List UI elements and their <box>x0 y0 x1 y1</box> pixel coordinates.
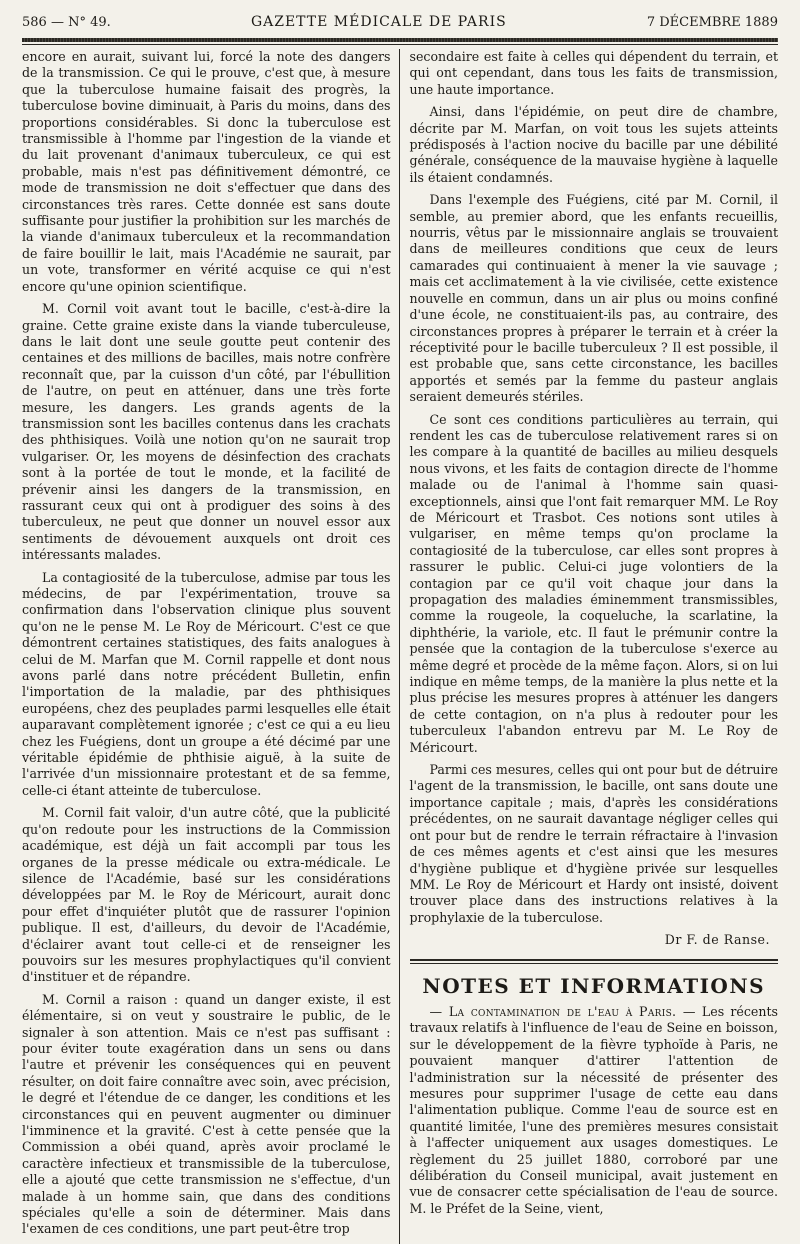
right-paragraph-1: secondaire est faite à celles qui dépendent du terrain, et qui ont cependant, dans tous les faits de transmission, une haute importance. <box>409 49 779 97</box>
news-text: Les récents travaux relatifs à l'influence de l'eau de Seine en boisson, sur le développement de la fièvre typhoïde à Paris, ne pouvaient manquer d'attirer l'attention de l'administration sur la nécessité de présenter des mesures pour supprimer l'usage de cette eau dans l'alimentation publique. Comme l'eau de source est en quantité limitée, l'une des premières mesures consistait à l'affecter uniquement aux usages domestiques. Le règlement du 25 juillet 1880, corroboré par une délibération du Conseil municipal, avait justement en vue de consacrer cette spécialisation de l'eau de source. M. le Préfet de la Seine, vient, <box>409 1003 779 1216</box>
news-runin-title: — La contamination de l'eau à Paris. — <box>429 1003 696 1019</box>
section-rule-thin <box>410 963 779 964</box>
issue-date: 7 DÉCEMBRE 1889 <box>646 15 778 30</box>
left-column <box>22 49 399 1244</box>
right-paragraph-3: Dans l'exemple des Fuégiens, cité par M. Cornil, il semble, au premier abord, que les enfants recueillis, nourris, vêtus par le missionnaire anglais se trouvaient dans de meilleures conditions que ceux de leurs camarades qui continuaient à mener la vie sauvage ; mais cet acclimatement à la vie civilisée, cette existence nouvelle en commun, dans un air plus ou moins confiné d'une école, ne constituaient-ils pas, au contraire, des circonstances propres à préparer le terrain et à créer la réceptivité pour le bacille tuberculeux ? Il est possible, il est probable que, sans cette circonstance, les bacilles apportés et semés par la femme du pasteur anglais seraient demeurés stériles. <box>409 192 779 405</box>
left-paragraph-1: encore en aurait, suivant lui, forcé la note des dangers de la transmission. Ce qui le prouve, c'est que, à mesure que la tuberculose humaine faisait des progrès, la tuberculose bovine diminuait, à Paris du moins, dans des proportions considérables. Si donc la tuberculose est transmissible à l'homme par l'ingestion de la viande et du lait provenant d'animaux tuberculeux, ce qui est probable, mais n'est pas définitivement démontré, ce mode de transmission ne doit s'effectuer que dans des circonstances très rares. Cette donnée est sans doute suffisante pour justifier la prohibition sur les marchés de la viande d'animaux tuberculeux et la recommandation de faire bouillir le lait, mais l'Académie ne saurait, par un vote, transformer en vérité acquise ce qui n'est encore qu'une opinion scientifique. <box>22 49 391 294</box>
section-title: NOTES ET INFORMATIONS <box>422 973 766 998</box>
journal-title: GAZETTE MÉDICALE DE PARIS <box>250 14 507 30</box>
left-paragraph-3: La contagiosité de la tuberculose, admise par tous les médecins, de par l'expérimentation, trouve sa confirmation dans l'observation clinique plus souvent qu'on ne le pense M. Le Roy de Méricourt. C'est ce que démontrent certaines statistiques, des faits analogues à celui de M. Marfan que M. Cornil rappelle et dont nous avons parlé dans notre précédent Bulletin, enfin l'importation de la maladie, par des phthisiques européens, chez des peuplades parmi lesquelles elle était auparavant complètement ignorée ; c'est ce qui a eu lieu chez les Fuégiens, dont un groupe a été décimé par une véritable épidémie de phthisie aiguë, à la suite de l'arrivée d'un missionnaire protestant et de sa femme, celle-ci étant atteinte de tuberculose. <box>22 569 391 798</box>
page-header <box>22 14 778 36</box>
article-columns <box>22 49 778 1244</box>
left-paragraph-2: M. Cornil voit avant tout le bacille, c'est-à-dire la graine. Cette graine existe dans la viande tuberculeuse, dans le lait dont une seule goutte peut contenir des centaines et des millions de bacilles, mais notre confrère reconnaît que, par la cuisson d'un côté, par l'ébullition de l'autre, on peut en atténuer, dans une très forte mesure, les dangers. Les grands agents de la transmission sont les bacilles contenus dans les crachats des phthisiques. Voilà une notion qu'on ne saurait trop vulgariser. Or, les moyens de désinfection des crachats sont à la portée de tout le monde, et la facilité de prévenir ainsi les dangers de la transmission, en rassurant ceux qui ont à prodiguer des soins à des tuberculeux, ne peut que donner un nouvel essor aux sentiments de dévouement auxquels ont droit ces intéressants malades. <box>22 301 391 563</box>
right-column <box>400 49 779 1244</box>
left-paragraph-4: M. Cornil fait valoir, d'un autre côté, que la publicité qu'on redoute pour les instructions de la Commission académique, est déjà un fait accompli par tous les organes de la presse médicale ou extra-médicale. Le silence de l'Académie, basé sur les considérations développées par M. le Roy de Méricourt, aurait donc pour effet d'inquiéter plutôt que de rassurer l'opinion publique. Il est, d'ailleurs, du devoir de l'Académie, d'éclairer avant tout celle-ci et de renseigner les pouvoirs sur les mesures prophylactiques qu'il convient d'instituer et de répandre. <box>22 805 391 985</box>
section-rule-thick <box>410 959 779 961</box>
page-number: 586 — N° 49. <box>22 15 111 30</box>
left-paragraph-5: M. Cornil a raison : quand un danger existe, il est élémentaire, si on veut y soustraire le public, de le signaler à son attention. Mais ce n'est pas suffisant : pour éviter toute exagération dans un sens ou dans l'autre et prévenir les conséquences qui en peuvent résulter, on doit faire connaître avec soin, avec précision, le degré et l'étendue de ce danger, les conditions et les circonstances qui en peuvent augmenter ou diminuer l'imminence et la gravité. C'est à cette pensée que la Commission a obéi quand, après avoir proclamé le caractère infectieux et transmissible de la tuberculose, elle a ajouté que cette transmission ne s'effectue, d'un malade à un homme sain, que dans des conditions spéciales qu'elle a soin de déterminer. Mais dans l'examen de ces conditions, une part peut-être trop <box>22 991 391 1237</box>
news-item <box>410 1004 779 1217</box>
right-paragraph-5: Parmi ces mesures, celles qui ont pour but de détruire l'agent de la transmission, le bacille, ont sans doute une importance capitale ; mais, d'après les considérations précédentes, on ne saurait davantage négliger celles qui ont pour but de rendre le terrain réfractaire à l'invasion de ces mêmes agents et c'est ainsi que les mesures d'hygiène publique et d'hygiène privée sur lesquelles MM. Le Roy de Méricourt et Hardy ont insisté, doivent trouver place dans des instructions relatives à la prophylaxie de la tuberculose. <box>409 762 779 925</box>
author-signature: Dr F. de Ranse. <box>664 932 771 948</box>
right-paragraph-4: Ce sont ces conditions particulières au terrain, qui rendent les cas de tuberculose relativement rares si on les compare à la quantité de bacilles au milieu desquels nous vivons, et les faits de contagion directe de l'homme malade ou de l'animal à l'homme sain quasi-exceptionnels, ainsi que l'ont fait remarquer MM. Le Roy de Méricourt et Trasbot. Ces notions sont utiles à vulgariser, en même temps qu'on proclame la contagiosité de la tuberculose, car elles sont propres à rassurer le public. Celui-ci juge volontiers de la contagion par ce qu'il voit chaque jour dans la propagation des maladies éminemment transmissibles, comme la rougeole, la coqueluche, la scarlatine, la diphthérie, la variole, etc. Il faut le prémunir contre la pensée que la contagion de la tuberculose s'exerce au même degré et procède de la même façon. Alors, si on lui indique en même temps, de la manière la plus nette et la plus précise les mesures propres à atténuer les dangers de cette contagion, on n'a plus à redouter pour les tuberculeux l'abandon entrevu par M. Le Roy de Méricourt. <box>409 411 779 755</box>
right-paragraph-2: Ainsi, dans l'épidémie, on peut dire de chambre, décrite par M. Marfan, on voit tous les sujets atteints prédisposés à l'action nocive du bacille par une débilité générale, conséquence de la mauvaise hygiène à laquelle ils étaient condamnés. <box>409 104 779 185</box>
header-rule-thick <box>22 38 778 42</box>
header-rule-thin <box>22 44 778 45</box>
